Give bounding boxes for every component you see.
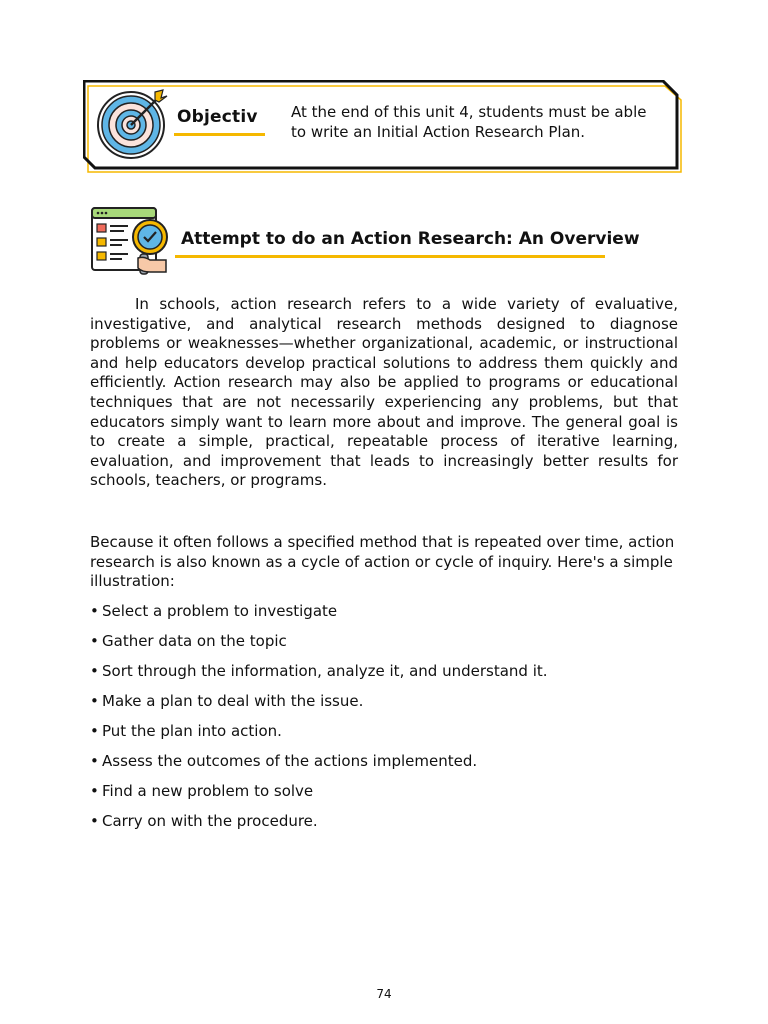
body-paragraph: Because it often follows a specified method that is repeated over time, action research is also known as a cycle of action or cycle of inquiry. Here's a simple illustration: <box>90 533 675 591</box>
list-item: • Select a problem to investigate <box>90 601 548 631</box>
bullet-icon: • <box>90 722 99 740</box>
cycle-steps-list <box>90 601 548 841</box>
list-item: • Gather data on the topic <box>90 631 548 661</box>
bullet-icon: • <box>90 812 99 830</box>
page-number: 74 <box>376 987 392 1001</box>
bullet-icon: • <box>90 632 99 650</box>
list-item: • Find a new problem to solve <box>90 781 548 811</box>
bullet-icon: • <box>90 692 99 710</box>
objective-text: At the end of this unit 4, students must be able to write an Initial Action Research Plan. <box>291 103 647 141</box>
list-item: • Sort through the information, analyze it, and understand it. <box>90 661 548 691</box>
list-item: • Put the plan into action. <box>90 721 548 751</box>
report-magnifier-icon <box>90 206 170 286</box>
bullet-icon: • <box>90 602 99 620</box>
objective-underline <box>174 133 265 136</box>
bullet-icon: • <box>90 782 99 800</box>
section-underline <box>175 255 605 258</box>
target-icon <box>97 88 169 160</box>
section-title: Attempt to do an Action Research: An Overview <box>181 229 640 249</box>
list-item: • Carry on with the procedure. <box>90 811 548 841</box>
list-item: • Assess the outcomes of the actions implemented. <box>90 751 548 781</box>
body-paragraph: In schools, action research refers to a wide variety of evaluative, investigative, and analytical research methods designed to diagnose problems or weaknesses—whether organizational, academic, or instructional and help educators develop practical solutions to address them quickly and efficiently. Action research may also be applied to programs or educational techniques that are not necessarily experiencing any problems, but that educators simply want to learn more about and improve. The general goal is to create a simple, practical, repeatable process of iterative learning, evaluation, and improvement that leads to increasingly better results for schools, teachers, or programs. <box>90 295 678 490</box>
objective-title: Objectiv <box>177 107 258 127</box>
list-item: • Make a plan to deal with the issue. <box>90 691 548 721</box>
bullet-icon: • <box>90 662 99 680</box>
bullet-icon: • <box>90 752 99 770</box>
